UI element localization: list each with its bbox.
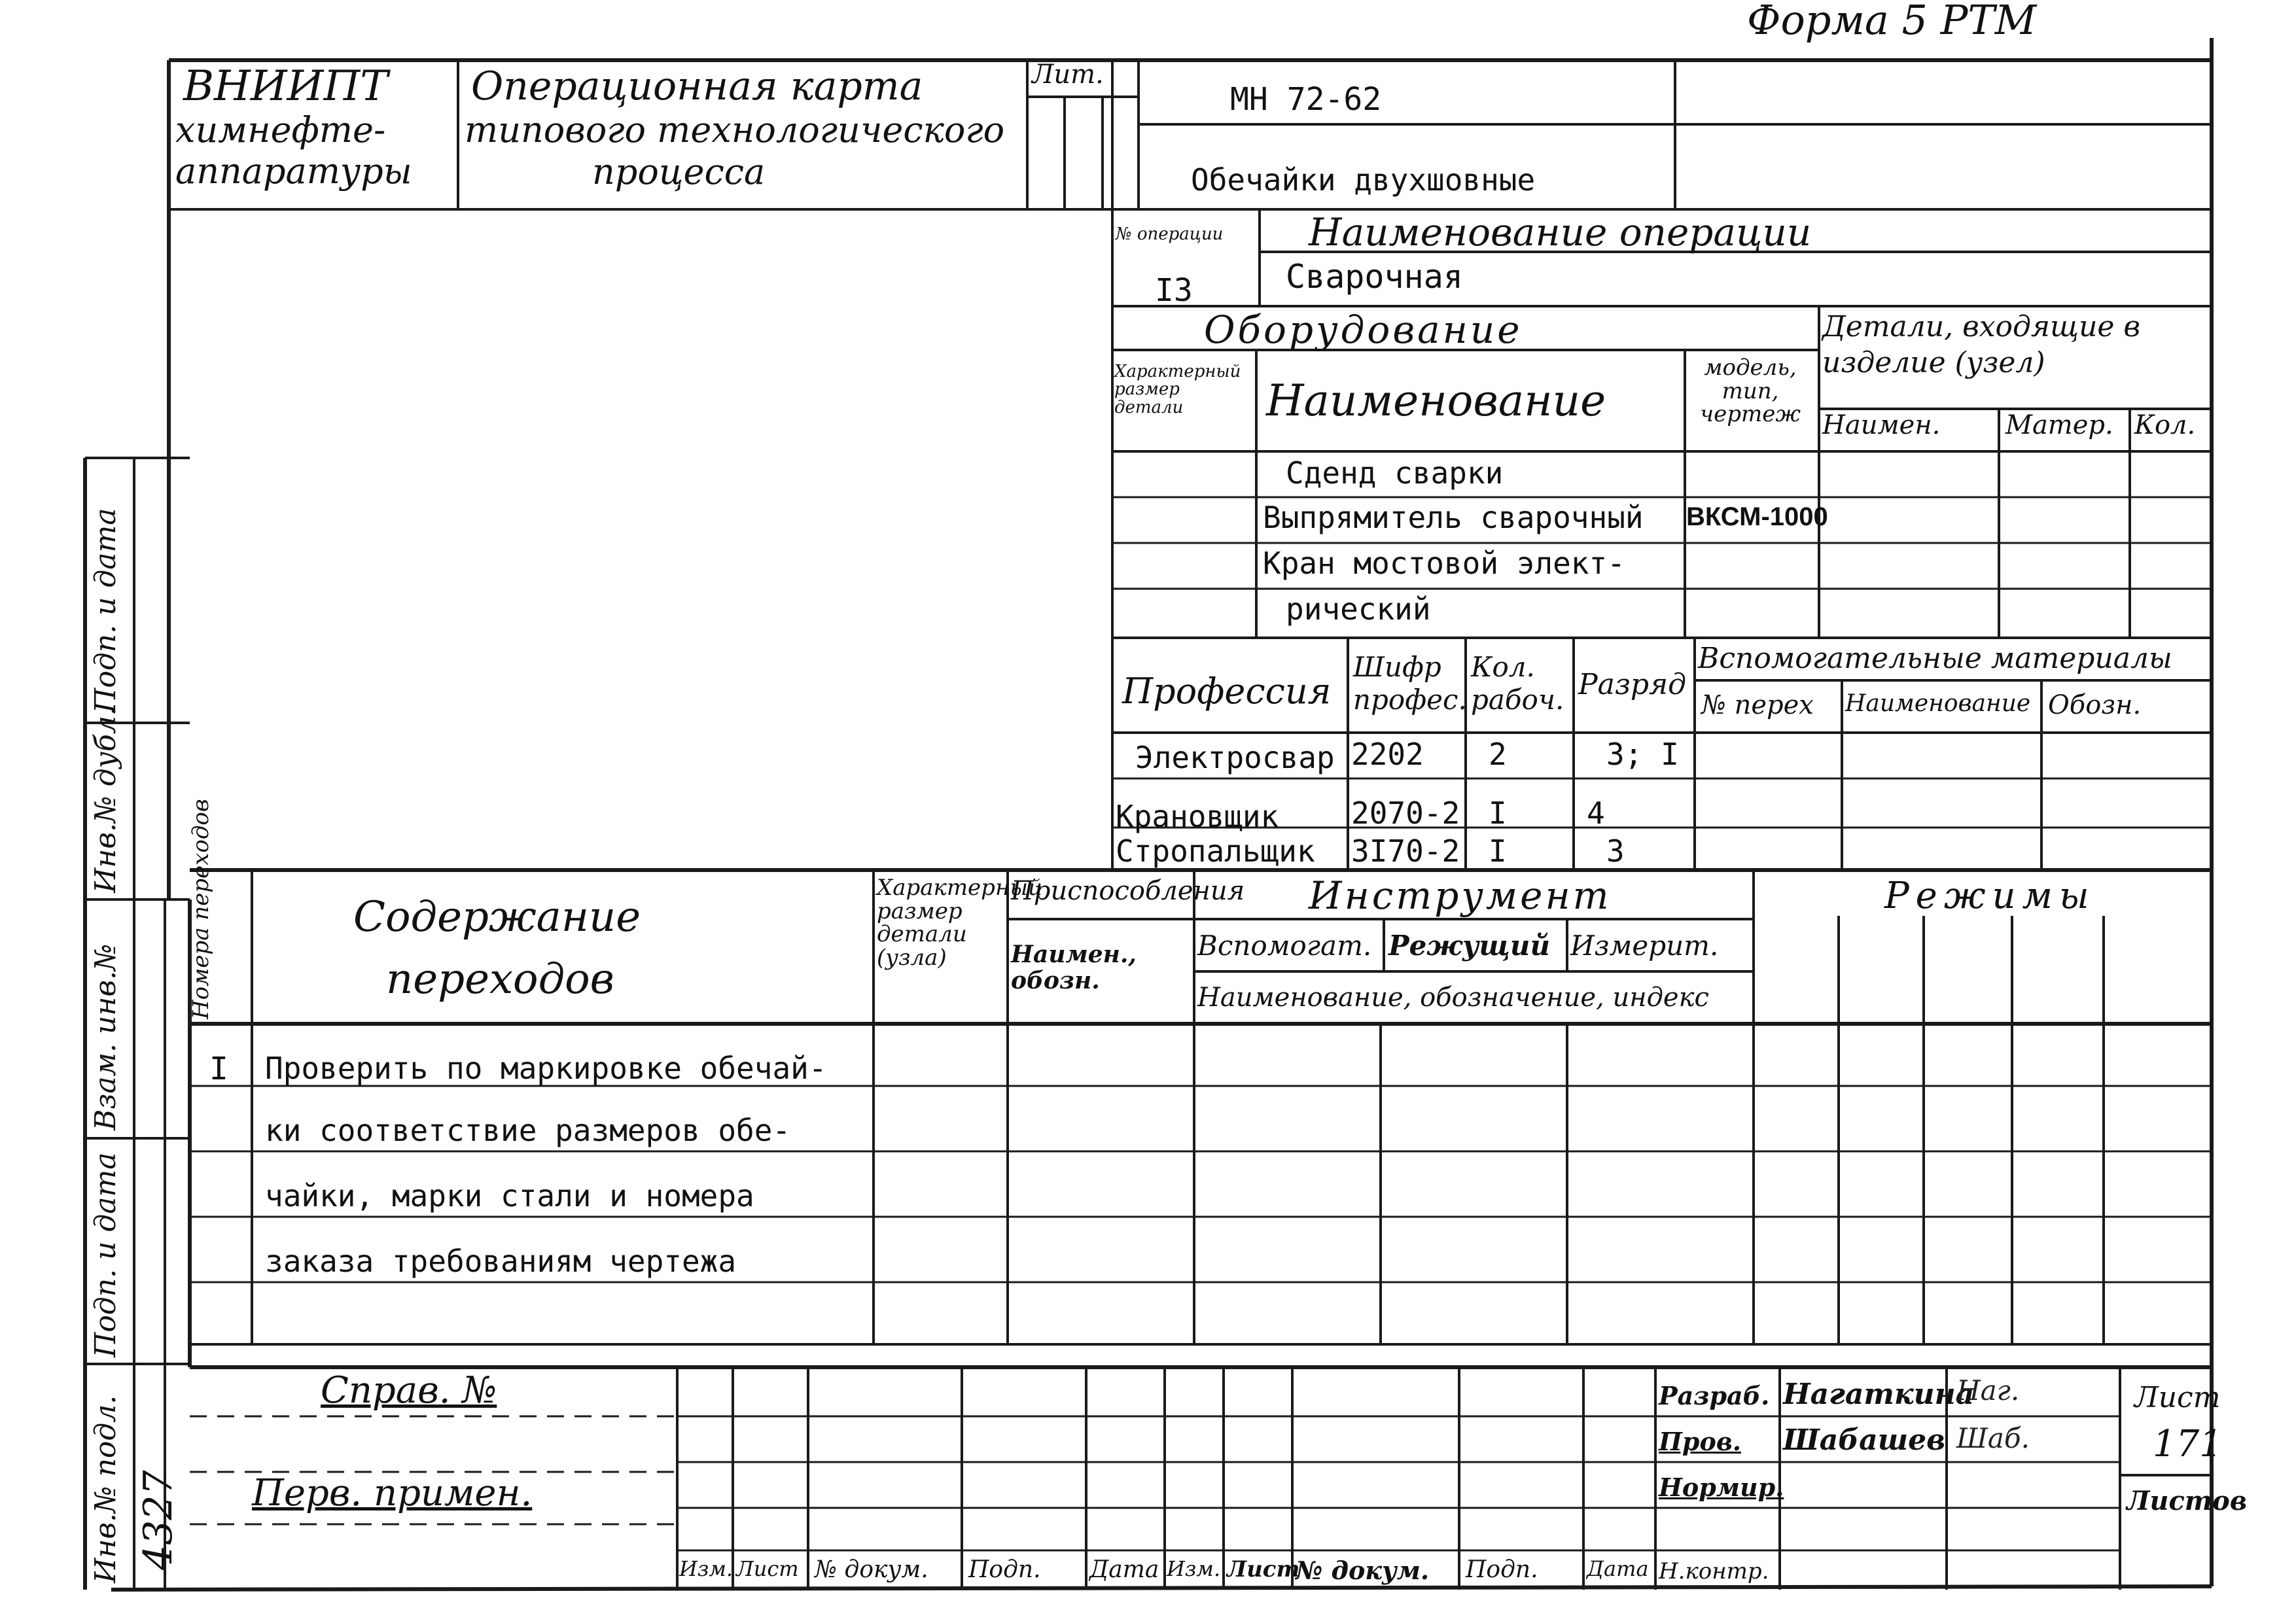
tool-col-measuring: Измерит. — [1570, 930, 1719, 962]
normir-label: Нормир. — [1659, 1473, 1784, 1502]
transitions-col-char: Характерный размер детали (узла) — [877, 875, 1042, 971]
tb-col-podp-1: Подп. — [968, 1556, 1041, 1583]
worker-row-3-count: I — [1489, 833, 1507, 869]
equipment-row-3-name: Кран мостовой элект- — [1263, 546, 1625, 581]
prov-label: Пров. — [1659, 1427, 1742, 1456]
side-inv-dubl: Инв.№ дубл. — [89, 707, 122, 893]
side-inv-podl: Инв.№ подл. — [89, 1395, 122, 1583]
equipment-row-4-name: рический — [1286, 591, 1431, 627]
doc-code: МН 72-62 — [1230, 81, 1382, 118]
tb-col-list-1: Лист — [736, 1556, 799, 1581]
tool-col-cutting: Режущий — [1388, 930, 1550, 962]
nkontr-label: Н.контр. — [1659, 1558, 1769, 1584]
transitions-col-content-l1: Содержание — [353, 893, 641, 941]
parts-title: Детали, входящие в изделие (узел) — [1822, 310, 2141, 379]
equipment-row-2-name: Выпрямитель сварочный — [1263, 500, 1644, 535]
equipment-row-2-model: ВКСМ-1000 — [1686, 502, 1828, 531]
transition-line-4: заказа требованиям чертежа — [265, 1244, 737, 1279]
razrab-signature: Наг. — [1956, 1374, 2020, 1406]
worker-row-3-grade: 3 — [1606, 833, 1625, 869]
prov-signature: Шаб. — [1956, 1422, 2030, 1454]
product-name: Обечайки двухшовные — [1191, 162, 1536, 198]
operation-num: I3 — [1155, 272, 1193, 309]
equipment-col-char: Характерный размер детали — [1114, 362, 1241, 417]
transitions-col-fixture: Приспособления — [1011, 876, 1245, 906]
side-podp-data-2: Подп. и дата — [89, 1152, 122, 1357]
worker-row-3-prof: Стропальщик — [1116, 833, 1315, 869]
tb-col-izm-2: Изм. — [1167, 1556, 1221, 1581]
operation-name-label: Наименование операции — [1309, 210, 1812, 254]
operation-name: Сварочная — [1286, 258, 1463, 296]
razrab-label: Разраб. — [1659, 1381, 1770, 1410]
org-name-line1: ВНИИПТ — [183, 62, 388, 111]
tb-col-doc-1: № докум. — [815, 1556, 928, 1583]
worker-row-1-code: 2202 — [1351, 737, 1424, 772]
doc-type-line2: типового технологического — [465, 109, 1005, 150]
org-name-line3: аппаратуры — [175, 150, 412, 192]
doc-type-line3: процесса — [592, 151, 766, 192]
workers-col-code: Шифр профес. — [1353, 651, 1467, 716]
org-name-line2: химнефте- — [175, 109, 386, 150]
lit-label: Лит. — [1032, 60, 1104, 90]
aux-col-code: Обозн. — [2048, 690, 2142, 720]
workers-col-grade: Разряд — [1578, 668, 1687, 701]
equipment-row-1-name: Сденд сварки — [1286, 455, 1504, 491]
tool-title: Инструмент — [1309, 873, 1612, 918]
transitions-col-num: Номера переходов — [188, 799, 214, 1019]
sprav-label: Справ. № — [321, 1369, 497, 1412]
aux-col-name: Наименование — [1845, 690, 2031, 717]
worker-row-2-code: 2070-2 — [1351, 795, 1460, 831]
worker-row-2-prof: Крановщик — [1116, 799, 1279, 834]
transition-line-2: ки соответствие размеров обе- — [265, 1113, 791, 1148]
doc-type-line1: Операционная карта — [471, 63, 923, 109]
tb-col-data-2: Дата — [1587, 1556, 1649, 1581]
worker-row-1-grade: 3; I — [1606, 737, 1679, 772]
side-inv-value: 4327 — [135, 1470, 181, 1570]
side-vzam-inv: Взам. инв.№ — [89, 943, 122, 1130]
aux-materials-title: Вспомогательные материалы — [1698, 642, 2172, 675]
tb-col-izm-1: Изм. — [679, 1556, 733, 1581]
transitions-col-fixture-sub: Наимен., обозн. — [1011, 941, 1137, 994]
razrab-name: Нагаткина — [1783, 1378, 1975, 1411]
side-podp-data-1: Подп. и дата — [89, 508, 122, 713]
tool-sub-label: Наименование, обозначение, индекс — [1197, 983, 1709, 1013]
tb-col-podp-2: Подп. — [1466, 1556, 1538, 1583]
worker-row-1-count: 2 — [1489, 737, 1507, 772]
sheets-total-label: Листов — [2127, 1486, 2248, 1516]
tool-col-aux: Вспомогат. — [1197, 930, 1372, 962]
worker-row-3-code: 3I70-2 — [1351, 833, 1460, 869]
operation-num-label: № операции — [1116, 224, 1224, 244]
parts-col-name: Наимен. — [1822, 410, 1941, 440]
transition-line-3: чайки, марки стали и номера — [265, 1178, 754, 1213]
modes-title: Режимы — [1884, 875, 2096, 917]
form-label: Форма 5 РТМ — [1747, 0, 2037, 44]
sheet-label: Лист — [2134, 1381, 2221, 1414]
sheet-number: 171 — [2153, 1423, 2223, 1465]
parts-col-material: Матер. — [2005, 410, 2113, 440]
workers-col-count: Кол. рабоч. — [1471, 651, 1564, 716]
transition-number: I — [209, 1051, 228, 1087]
worker-row-1-prof: Электросвар — [1135, 740, 1335, 775]
prov-name: Шабашев — [1783, 1423, 1946, 1457]
tb-col-list-2: Лист — [1227, 1556, 1300, 1582]
equipment-col-name: Наименование — [1266, 375, 1606, 426]
transition-line-1: Проверить по маркировке обечай- — [265, 1051, 827, 1086]
equipment-col-model: модель, тип, чертеж — [1699, 355, 1801, 428]
tb-col-doc-2: № докум. — [1296, 1556, 1430, 1585]
workers-col-profession: Профессия — [1122, 671, 1332, 712]
aux-col-num: № перех — [1701, 690, 1814, 720]
worker-row-2-grade: 4 — [1587, 795, 1605, 831]
equipment-title: Оборудование — [1204, 307, 1523, 352]
worker-row-2-count: I — [1489, 795, 1507, 831]
transitions-col-content-l2: переходов — [386, 955, 614, 1003]
tb-col-data-1: Дата — [1089, 1556, 1159, 1583]
perv-primen-label: Перв. примен. — [252, 1472, 533, 1514]
parts-col-qty: Кол. — [2134, 410, 2196, 440]
